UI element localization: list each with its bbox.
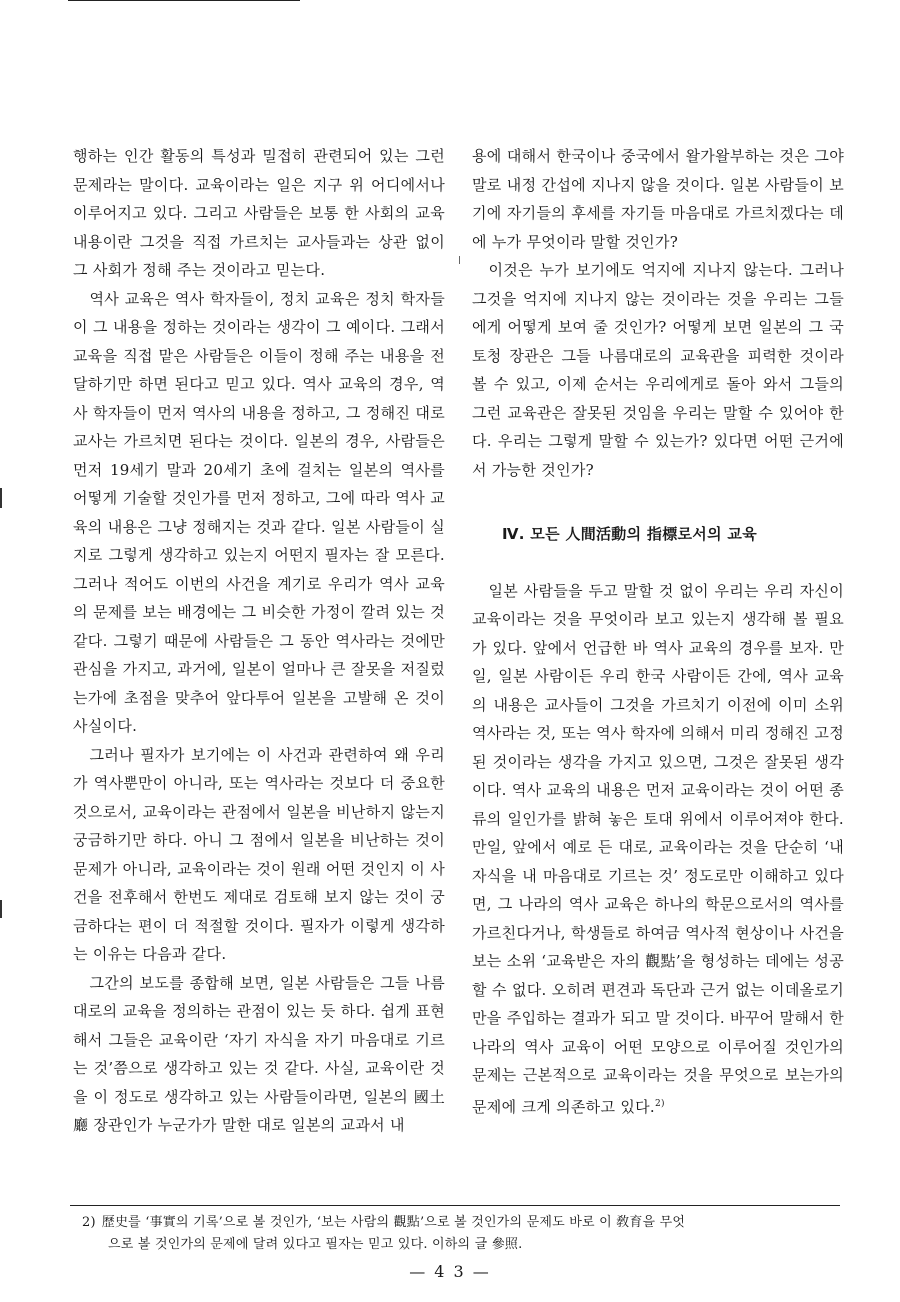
paragraph: 그간의 보도를 종합해 보면, 일본 사람들은 그들 나름대로의 교육을 정의하는 관점이 있는 듯 하다. 쉽게 표현해서 그들은 교육이란 ‘자기 자식을 자기 마음대로 기르는 것’쯤으로 생각하고 있는 것 같다. 사실, 교육이란 것을 이 정도로 생각하고 있는 사람들이라면, 일본의 國土廳 장관인가 누군가가 말한 대로 일본의 교과서 내	[73, 973, 445, 1134]
footnote-reference: 2)	[654, 1098, 665, 1109]
section-heading: Ⅳ. 모든 人間活動의 指標로서의 교육	[502, 525, 757, 543]
margin-mark	[0, 488, 2, 508]
paragraph: 행하는 인간 활동의 특성과 밀접히 관련되어 있는 그런 문제라는 말이다. 교육이라는 일은 지구 위 어디에서나 이루어지고 있다. 그리고 사람들은 보통 한 사회의 교육 내용이란 그것을 직접 가르치는 교사들과는 상관 없이 그 사회가 정해 주는 것이라고 믿는다.	[73, 147, 445, 279]
paragraph-text: 일본 사람들을 두고 말할 것 없이 우리는 우리 자신이 교육이라는 것을 무엇이라 보고 있는지 생각해 볼 필요가 있다. 앞에서 언급한 바 역사 교육의 경우를 보자. 만일, 일본 사람이든 우리 한국 사람이든 간에, 역사 교육의 내용은 교사들이 그것을 가르치기 이전에 이미 소위 역사라는 것, 또는 역사 학자에 의해서 미리 정해진 고정된 것이라는 생각을 가지고 있으면, 그것은 잘못된 생각이다. 역사 교육의 내용은 먼저 교육이라는 것이 어떤 종류의 일인가를 밝혀 놓은 토대 위에서 이루어져야 한다. 만일, 앞에서 예로 든 대로, 교육이라는 것을 단순히 ‘내 자식을 내 마음대로 기르는 것’ 정도로만 이해하고 있다면, 그 나라의 역사 교육은 하나의 학문으로서의 역사를 가르친다거나, 학생들로 하여금 역사적 현상이나 사건을 보는 소위 ‘교육받은 자의 觀點’을 형성하는 데에는 성공할 수 없다. 오히려 편견과 독단과 근거 없는 이데올로기만을 주입하는 결과가 되고 말 것이다. 바꾸어 말해서 한 나라의 역사 교육이 어떤 모양으로 이루어질 것인가의 문제는 근본적으로 교육이라는 것을 무엇으로 보는가의 문제에 크게 의존하고 있다.	[472, 581, 845, 1116]
left-column	[73, 142, 445, 1140]
page-number: — 4 3 —	[409, 1262, 491, 1281]
paragraph	[472, 577, 844, 1122]
footnote-number: 2)	[82, 1215, 96, 1230]
paragraph: 그러나 필자가 보기에는 이 사건과 관련하여 왜 우리가 역사뿐만이 아니라, 또는 역사라는 것보다 더 중요한 것으로서, 교육이라는 관점에서 일본을 비난하지 않는지 궁금하기만 하다. 아니 그 점에서 일본을 비난하는 것이 문제가 아니라, 교육이라는 것이 원래 어떤 것인지 이 사건을 전후해서 한번도 제대로 검토해 보지 않는 것이 궁금하다는 편이 더 적절할 것이다. 필자가 이렇게 생각하는 이유는 다음과 같다.	[73, 745, 445, 963]
paragraph: 역사 교육은 역사 학자들이, 정치 교육은 정치 학자들이 그 내용을 정하는 것이라는 생각이 그 예이다. 그래서 교육을 직접 맡은 사람들은 이들이 정해 주는 내용을 전달하기만 하면 된다고 믿고 있다. 역사 교육의 경우, 역사 학자들이 먼저 역사의 내용을 정하고, 그 정해진 대로 교사는 가르치면 된다는 것이다. 일본의 경우, 사람들은 먼저 19세기 말과 20세기 초에 걸치는 일본의 역사를 어떻게 기술할 것인가를 먼저 정하고, 그에 따라 역사 교육의 내용은 그냥 정해지는 것과 같다. 일본 사람들이 실지로 그렇게 생각하고 있는지 어떤지 필자는 잘 모른다. 그러나 적어도 이번의 사건을 계기로 우리가 역사 교육의 문제를 보는 배경에는 그 비슷한 가정이 깔려 있는 것 같다. 그렇기 때문에 사람들은 그 동안 역사라는 것에만 관심을 가지고, 과거에, 일본이 얼마나 큰 잘못을 저질렀는가에 초점을 맞추어 앞다투어 일본을 고발해 온 것이 사실이다.	[73, 289, 445, 735]
footnote	[82, 1212, 842, 1256]
footnote-rule	[70, 1205, 840, 1206]
top-rule	[68, 0, 300, 1]
right-column	[472, 142, 844, 1121]
margin-mark	[459, 256, 460, 264]
margin-mark	[0, 900, 2, 918]
paragraph: 용에 대해서 한국이나 중국에서 왈가왈부하는 것은 그야말로 내정 간섭에 지나지 않을 것이다. 일본 사람들이 보기에 자기들의 후세를 자기들 마음대로 가르치겠다는 데에 누가 무엇이라 말할 것인가?	[472, 147, 844, 251]
footnote-line-2: 으로 볼 것인가의 문제에 달려 있다고 필자는 믿고 있다. 이하의 글 參照.	[108, 1237, 523, 1252]
paragraph: 이것은 누가 보기에도 억지에 지나지 않는다. 그러나 그것을 억지에 지나지 않는 것이라는 것을 우리는 그들에게 어떻게 보여 줄 것인가? 어떻게 보면 일본의 그 국토청 장관은 그들 나름대로의 교육관을 피력한 것이라 볼 수 있고, 이제 순서는 우리에게로 돌아 와서 그들의 그런 교육관은 잘못된 것임을 우리는 말할 수 있어야 한다. 우리는 그렇게 말할 수 있는가? 있다면 어떤 근거에서 가능한 것인가?	[472, 261, 844, 479]
footnote-line-1: 歷史를 ‘事實의 기록’으로 볼 것인가, ‘보는 사람의 觀點’으로 볼 것인가의 문제도 바로 이 敎育을 무엇	[101, 1215, 686, 1230]
